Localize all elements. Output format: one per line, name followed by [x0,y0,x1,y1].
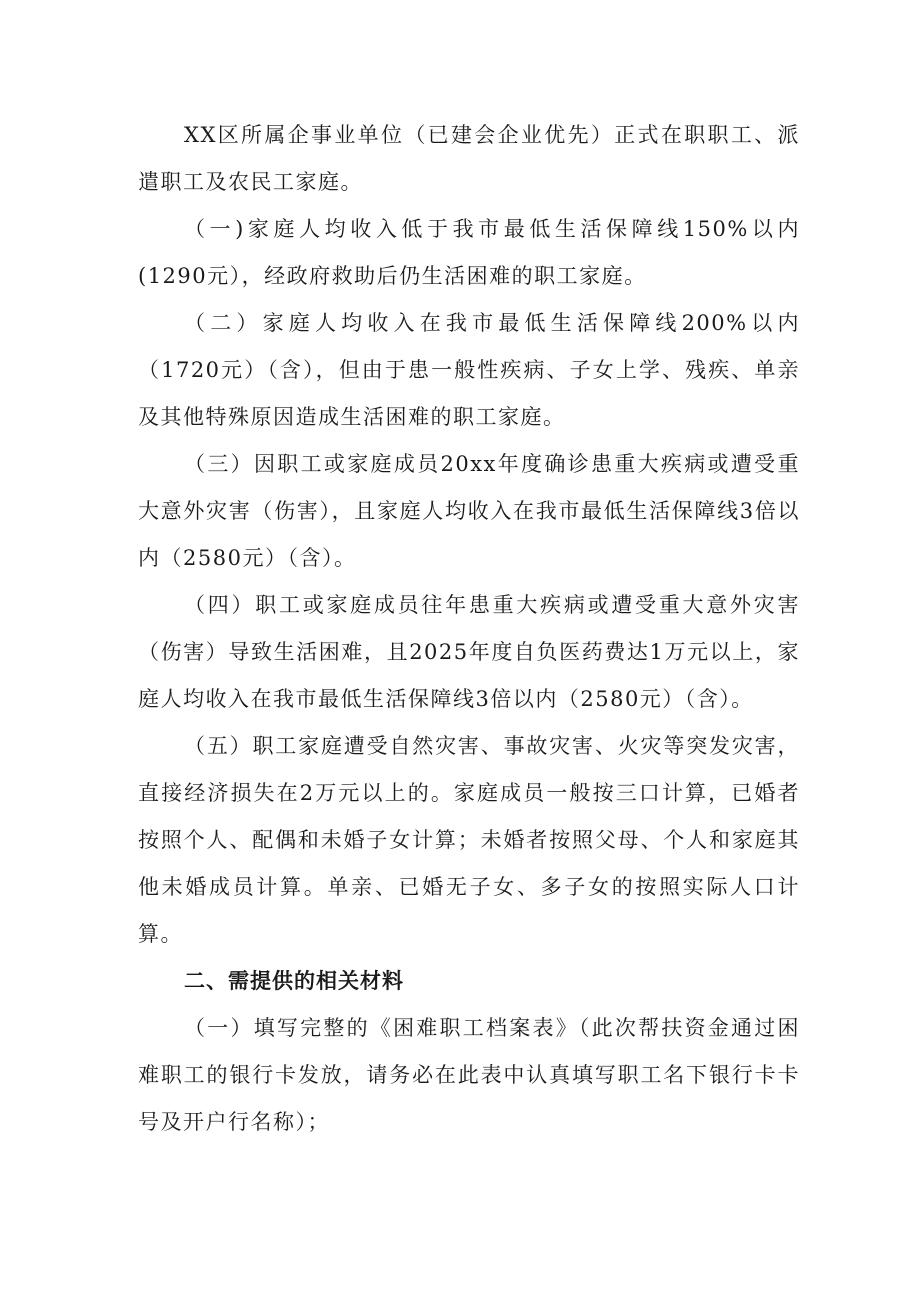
paragraph-item-2: （二）家庭人均收入在我市最低生活保障线200%以内（1720元）（含），但由于患一般性疾病、子女上学、残疾、单亲及其他特殊原因造成生活困难的职工家庭。 [138,311,800,429]
paragraph-item-4: （四）职工或家庭成员往年患重大疾病或遭受重大意外灾害（伤害）导致生活困难，且2025年度自负医药费达1万元以上，家庭人均收入在我市最低生活保障线3倍以内（2580元）（含）。 [138,593,800,711]
paragraph-item-5: （五）职工家庭遭受自然灾害、事故灾害、火灾等突发灾害，直接经济损失在2万元以上的。家庭成员一般按三口计算，已婚者按照个人、配偶和未婚子女计算；未婚者按照父母、个人和家庭其他未婚成员计算。单亲、已婚无子女、多子女的按照实际人口计算。 [138,734,800,946]
paragraph-eligibility: XX区所属企事业单位（已建会企业优先）正式在职职工、派遣职工及农民工家庭。 [138,123,800,194]
paragraph-item-3: （三）因职工或家庭成员20xx年度确诊患重大疾病或遭受重大意外灾害（伤害），且家庭人均收入在我市最低生活保障线3倍以内（2580元）（含）。 [138,452,800,570]
section-heading: 二、需提供的相关材料 [184,969,404,993]
document-page [138,112,800,1146]
paragraph-materials-1: （一）填写完整的《困难职工档案表》（此次帮扶资金通过困难职工的银行卡发放，请务必在此表中认真填写职工名下银行卡卡号及开户行名称）； [138,1016,800,1134]
paragraph-item-1: （一)家庭人均收入低于我市最低生活保障线150%以内(1290元），经政府救助后仍生活困难的职工家庭。 [138,217,800,288]
